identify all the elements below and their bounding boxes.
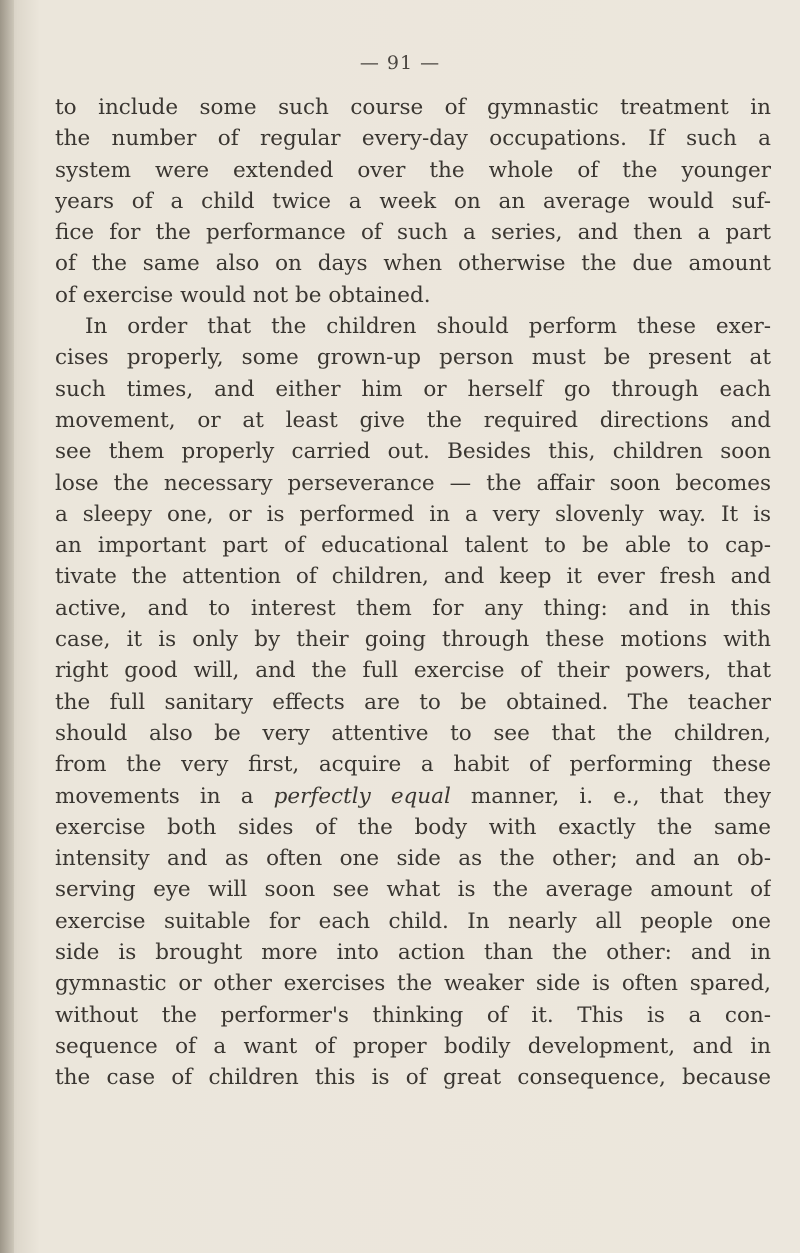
text-line: movement, or at least give the required directions and: [55, 407, 771, 433]
text-line: tivate the attention of children, and keep it ever fresh and: [55, 564, 771, 590]
text-line: fice for the performance of such a series, and then a part: [55, 220, 771, 246]
text-line: side is brought more into action than the other: and in: [55, 940, 771, 966]
text-line: right good will, and the full exercise of their powers, that: [55, 658, 771, 684]
text-line: should also be very attentive to see that the children,: [55, 720, 771, 746]
text-line: see them properly carried out. Besides this, children soon: [55, 439, 771, 465]
text-line: system were extended over the whole of the younger: [55, 157, 771, 183]
text-line: exercise both sides of the body with exactly the same: [55, 814, 771, 840]
text-line: without the performer's thinking of it. This is a con-: [55, 1002, 771, 1028]
text-line: serving eye will soon see what is the average amount of: [55, 877, 771, 903]
text-line: cises properly, some grown-up person must be present at: [55, 345, 771, 371]
text-line: exercise suitable for each child. In nearly all people one: [55, 908, 771, 934]
text-segment: movements in a: [55, 783, 274, 809]
text-line: case, it is only by their going through these motions with: [55, 627, 771, 653]
text-line: sequence of a want of proper bodily development, and in: [55, 1033, 771, 1059]
binding-gutter: [0, 0, 14, 1253]
text-line: such times, and either him or herself go through each: [55, 376, 771, 402]
text-line-italic: [55, 781, 771, 812]
text-line: of exercise would not be obtained.: [55, 282, 431, 308]
text-segment: manner, i. e., that they: [450, 783, 771, 809]
text-line: the full sanitary effects are to be obtained. The teacher: [55, 689, 771, 715]
text-line: intensity and as often one side as the other; and an ob-: [55, 846, 771, 872]
text-line: In order that the children should perform these exer-: [85, 314, 771, 340]
text-line: of the same also on days when otherwise the due amount: [55, 251, 771, 277]
page-number: — 91 —: [359, 52, 441, 74]
text-line: active, and to interest them for any thing: and in this: [55, 595, 771, 621]
text-line: from the very first, acquire a habit of performing these: [55, 752, 771, 778]
text-line: to include some such course of gymnastic treatment in: [55, 95, 771, 120]
text-line: a sleepy one, or is performed in a very slovenly way. It is: [55, 501, 771, 527]
emphasis-text: perfectly equal: [273, 783, 451, 809]
text-line: the case of children this is of great consequence, because: [55, 1065, 771, 1091]
text-line: an important part of educational talent to be able to cap-: [55, 533, 771, 559]
text-line: the number of regular every-day occupations. If such a: [55, 126, 771, 152]
text-line: years of a child twice a week on an average would suf-: [55, 188, 771, 214]
body-text: [55, 92, 771, 1094]
text-line: lose the necessary perseverance — the affair soon becomes: [55, 470, 771, 496]
text-line: gymnastic or other exercises the weaker side is often spared,: [55, 971, 771, 997]
